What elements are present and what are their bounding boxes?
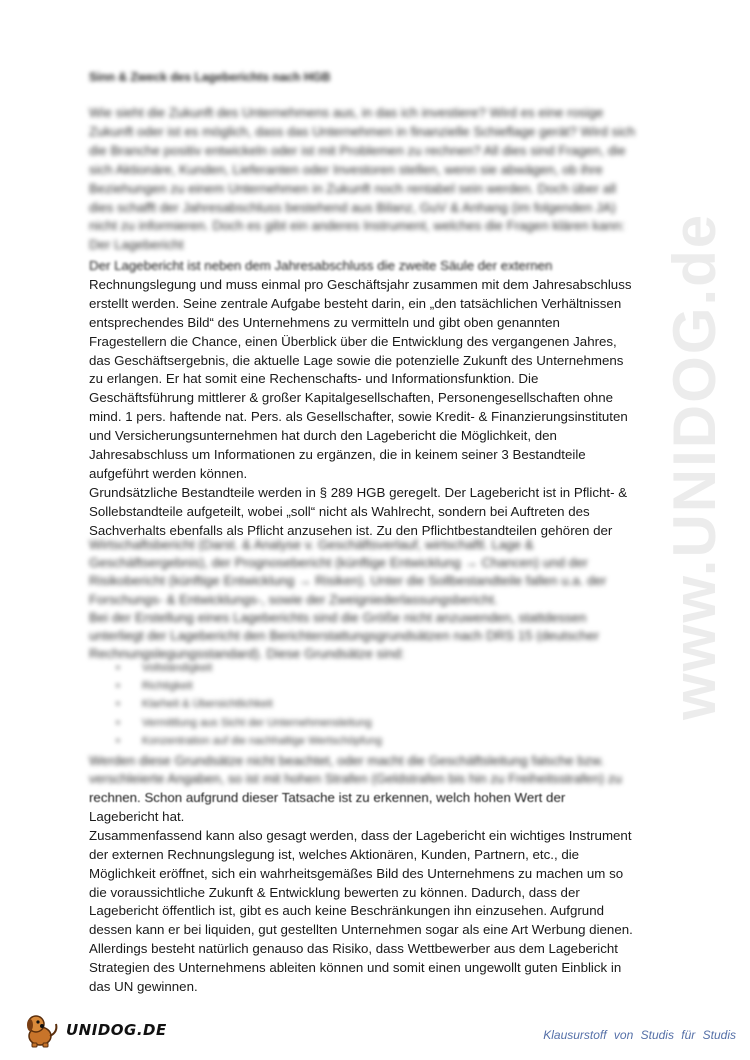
list-item: • Vermittlung aus Sicht der Unternehmensleitung [116, 714, 382, 732]
text-line: Wirtschaftsbericht (Darst. & Analyse v. Geschäftsverlauf, wirtschaftl. Lage & [89, 537, 534, 552]
text-line: die voraussichtliche Zukunft & Entwicklung bewerten zu können. Dadurch, dass der [89, 884, 580, 900]
penalty-paragraph-blurred [89, 752, 664, 788]
text-line: Geschäftsführung mittlerer & großer Kapitalgesellschaften, Personengesellschaften ohne [89, 390, 614, 406]
text-line: das Geschäftsergebnis, die aktuelle Lage sowie die potenzielle Zukunft des Unternehmens [89, 352, 624, 368]
watermark: www.UNIDOG.de [661, 212, 728, 720]
list-item: • Richtigkeit [116, 677, 382, 695]
unidog-logo [22, 1010, 167, 1050]
text-line: Der Lagebericht ist neben dem Jahresabschluss die zweite Säule der externen [89, 258, 553, 273]
text-line: die Branche positiv entwickeln oder ist mit Problemen zu rechnen? All dies sind Fragen, die [89, 142, 626, 158]
text-line: und Versicherungsunternehmen hat durch den Lagebericht die Möglichkeit, den [89, 428, 557, 444]
text-line: der externen Rechnungslegung ist, welches Aktionären, Kunden, Partnern, etc., die [89, 846, 580, 862]
footer-slogan: Klausurstoff von Studis für Studis [543, 1028, 736, 1042]
text-line: Zukunft oder ist es möglich, dass das Unternehmen in finanzielle Schieflage gerät? Wird sich [89, 123, 636, 139]
text-line: Der Lagebericht [89, 237, 184, 253]
intro-paragraph-blurred [89, 104, 664, 255]
logo-text: UNIDOG.DE [66, 1021, 167, 1039]
text-line: Zusammenfassend kann also gesagt werden, dass der Lagebericht ein wichtiges Instrument [89, 827, 632, 843]
text-line: Sollebstandteile aufgeteilt, wobei „soll“ nicht als Wahlrecht, sondern bei Auftreten des [89, 503, 590, 519]
text-line: Risikobericht (künftige Entwicklung → Risiken). Unter die Sollbestandteile fallen u.a. der [89, 573, 607, 589]
text-line: Möglichkeit eröffnet, sich ein wahrheitsgemäßes Bild des Unternehmens zu machen um so [89, 865, 624, 881]
list-item: • Klarheit & Übersichtlichkeit [116, 695, 382, 713]
text-line: Geschäftsergebnis), der Prognosebericht (künftige Entwicklung → Chancen) und der [89, 555, 588, 571]
text-line: nicht zu informieren. Doch es gibt ein anderes Instrument, welches die Fragen klären kann: [89, 218, 625, 234]
text-line: Lagebericht öffentlich ist, gibt es auch keine Beschränkungen ihn einzusehen. Aufgrund [89, 903, 604, 919]
text-line: Allerdings besteht natürlich genauso das Risiko, dass Wettbewerber aus dem Lagebericht [89, 941, 618, 957]
text-line: Grundsätzliche Bestandteile werden in § 289 HGB geregelt. Der Lagebericht ist in Pflicht- & [89, 484, 628, 500]
text-line: Rechnungslegung und muss einmal pro Geschäftsjahr zusammen mit dem Jahresabschluss [89, 276, 632, 292]
text-line: Bei der Erstellung eines Lageberichts sind die Größe nicht anzuwenden, stattdessen [89, 609, 587, 625]
components-paragraph-blurred [89, 536, 664, 663]
document-title: Sinn & Zweck des Lageberichts nach HGB [89, 70, 331, 84]
text-line: mind. 1 pers. haftende nat. Pers. als Gesellschafter, sowie Kredit- & Finanzierungsinstituten [89, 409, 628, 425]
text-line: Wie sieht die Zukunft des Unternehmens aus, in das ich investiere? Wird es eine rosige [89, 105, 604, 120]
text-line: Werden diese Grundsätze nicht beachtet, oder macht die Geschäftsleitung falsche bzw. [89, 753, 604, 768]
text-line: rechnen. Schon aufgrund dieser Tatsache ist zu erkennen, welch hohen Wert der [89, 790, 566, 805]
text-line: dies schafft der Jahresabschluss bestehend aus Bilanz, GuV & Anhang (im folgenden JA) [89, 199, 616, 215]
conclusion-paragraph [89, 789, 664, 997]
text-line: Strategien des Unternehmens ableiten können und somit einen ungewollt guten Einblick in [89, 960, 622, 976]
text-line: das UN gewinnen. [89, 979, 198, 995]
text-line: Fragestellern die Chance, einen Überblick über die Entwicklung des vergangenen Jahres, [89, 333, 617, 349]
list-item: • Vollständigkeit [116, 659, 382, 677]
text-line: unterliegt der Lagebericht den Berichterstattungsgrundsätzen nach DRS 15 (deutscher [89, 628, 600, 644]
text-line: Beziehungen zu einem Unternehmen in Zukunft noch rentabel sein werden. Doch über all [89, 180, 617, 196]
text-line: Sachverhalts ebenfalls als Pflicht anzusehen ist. Zu den Pflichtbestandteilen gehören der [89, 522, 613, 538]
text-line: erstellt werden. Seine zentrale Aufgabe besteht darin, ein „den tatsächlichen Verhältnissen [89, 295, 622, 311]
text-line: aufgeführt werden können. [89, 465, 248, 481]
text-line: dessen kann er bei liquiden, gut gestellten Unternehmen sogar als eine Art Werbung dienen. [89, 922, 633, 938]
list-item: • Konzentration auf die nachhaltige Wertschöpfung [116, 732, 382, 750]
dog-mascot-icon [22, 1010, 62, 1050]
text-line: Lagebericht hat. [89, 808, 185, 824]
principles-list [116, 659, 382, 750]
text-line: entsprechendes Bild“ des Unternehmens zu vermitteln und gibt oben genannten [89, 314, 560, 330]
main-paragraph [89, 257, 664, 541]
text-line: zu erlangen. Er hat somit eine Rechenschafts- und Informationsfunktion. Die [89, 371, 539, 387]
text-line: Rechnungslegungsstandard). Diese Grundsätze sind: [89, 646, 405, 662]
text-line: sich Aktionäre, Kunden, Lieferanten oder Investoren stellen, wenn sie abwägen, ob ihre [89, 161, 603, 177]
text-line: verschleierte Angaben, so ist mit hohen Strafen (Geldstrafen bis hin zu Freiheitsstrafen) zu [89, 771, 622, 787]
text-line: Jahresabschluss um Informationen zu ergänzen, die in keinem seiner 3 Bestandteile [89, 447, 586, 463]
text-line: Forschungs- & Entwicklungs-, sowie der Zweigniederlassungsbericht. [89, 591, 498, 607]
